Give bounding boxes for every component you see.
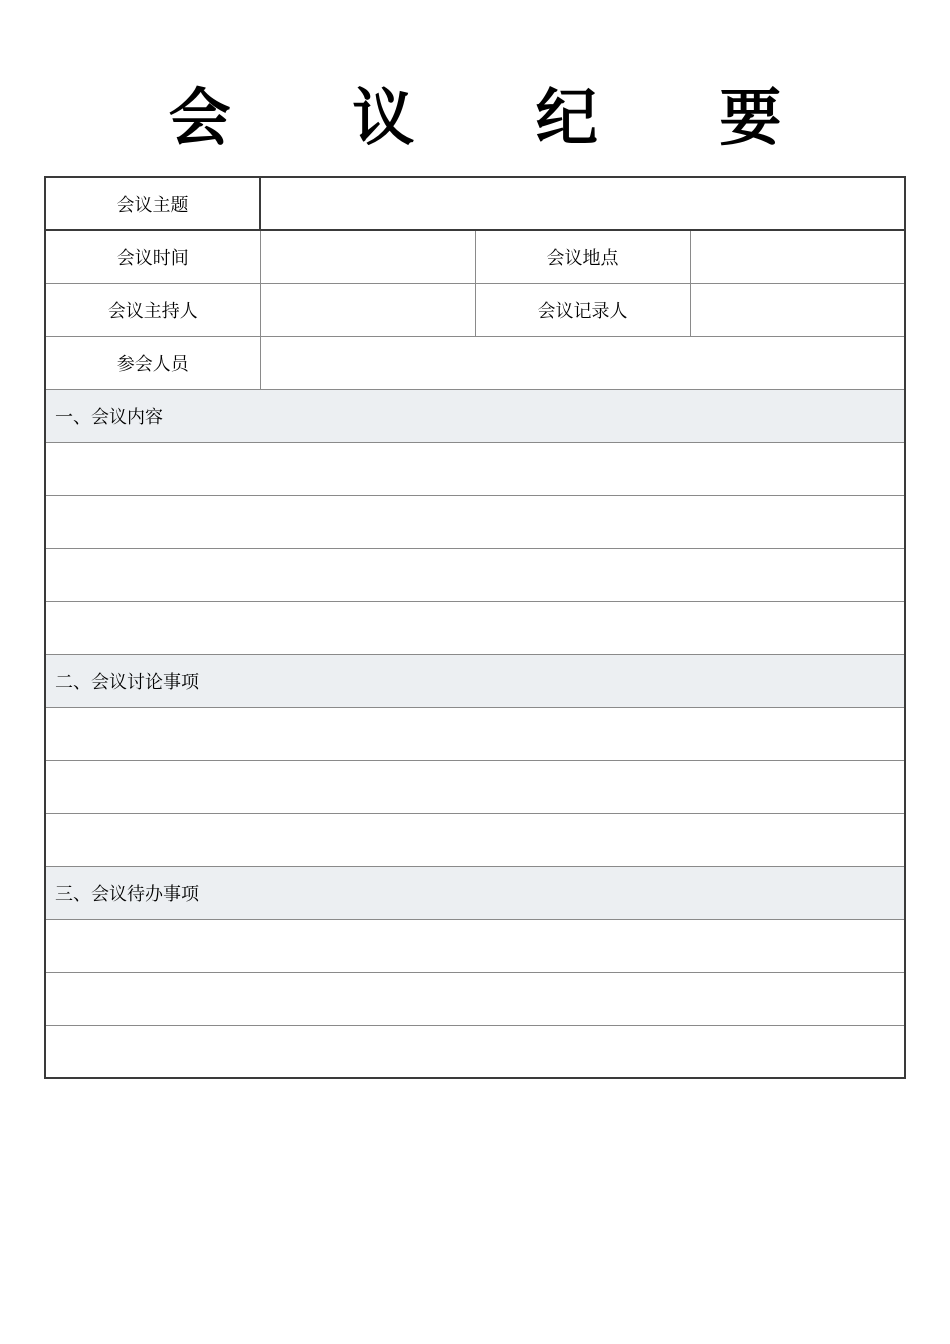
content-line-field[interactable] xyxy=(45,442,905,495)
section-discussion-row xyxy=(45,654,905,707)
section-todo-row xyxy=(45,866,905,919)
host-recorder-row xyxy=(45,283,905,336)
section-todo-heading: 三、会议待办事项 xyxy=(45,866,905,919)
topic-label: 会议主题 xyxy=(45,177,260,230)
todo-line xyxy=(45,972,905,1025)
content-line xyxy=(45,495,905,548)
time-location-row xyxy=(45,230,905,283)
attendees-label: 参会人员 xyxy=(45,336,260,389)
meeting-minutes-table xyxy=(44,176,906,1079)
time-field[interactable] xyxy=(260,230,475,283)
content-line-field[interactable] xyxy=(45,495,905,548)
location-label: 会议地点 xyxy=(475,230,690,283)
topic-row xyxy=(45,177,905,230)
recorder-label: 会议记录人 xyxy=(475,283,690,336)
content-line-field[interactable] xyxy=(45,548,905,601)
host-field[interactable] xyxy=(260,283,475,336)
section-discussion-heading: 二、会议讨论事项 xyxy=(45,654,905,707)
discussion-line-field[interactable] xyxy=(45,707,905,760)
recorder-field[interactable] xyxy=(690,283,905,336)
discussion-line-field[interactable] xyxy=(45,813,905,866)
todo-line xyxy=(45,1025,905,1078)
discussion-line xyxy=(45,813,905,866)
todo-line-field[interactable] xyxy=(45,972,905,1025)
topic-field[interactable] xyxy=(260,177,905,230)
location-field[interactable] xyxy=(690,230,905,283)
content-line xyxy=(45,601,905,654)
discussion-line xyxy=(45,760,905,813)
content-line xyxy=(45,442,905,495)
todo-line-field[interactable] xyxy=(45,1025,905,1078)
todo-line xyxy=(45,919,905,972)
page-title: 会 议 纪 要 xyxy=(168,81,832,154)
attendees-row xyxy=(45,336,905,389)
content-line xyxy=(45,548,905,601)
content-line-field[interactable] xyxy=(45,601,905,654)
attendees-field[interactable] xyxy=(260,336,905,389)
time-label: 会议时间 xyxy=(45,230,260,283)
section-content-heading: 一、会议内容 xyxy=(45,389,905,442)
section-content-row xyxy=(45,389,905,442)
host-label: 会议主持人 xyxy=(45,283,260,336)
discussion-line xyxy=(45,707,905,760)
todo-line-field[interactable] xyxy=(45,919,905,972)
discussion-line-field[interactable] xyxy=(45,760,905,813)
